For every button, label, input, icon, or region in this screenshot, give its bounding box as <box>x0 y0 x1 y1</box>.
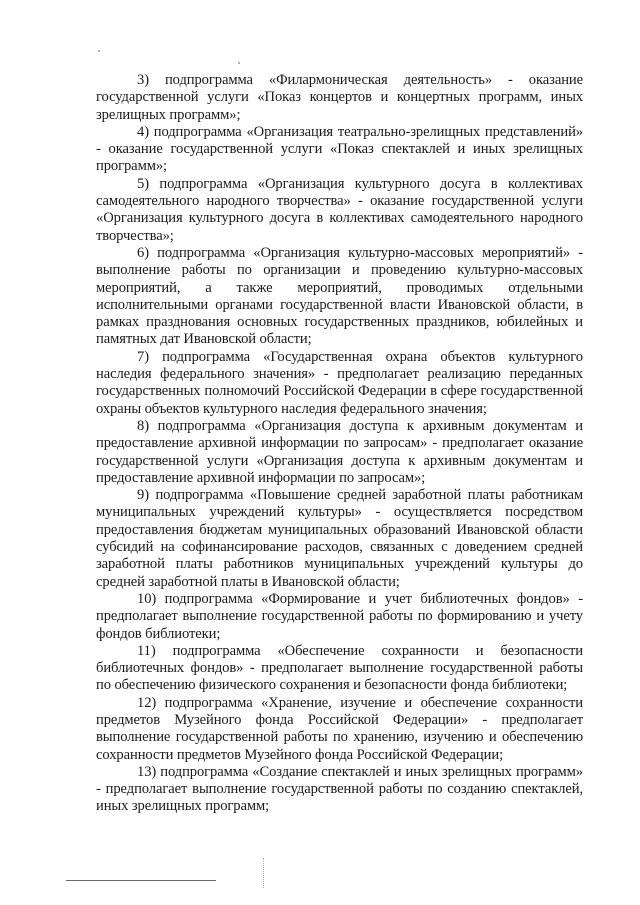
paragraph-subprogram-4: 4) подпрограмма «Организация театрально-зрелищных представлений» - оказание государственной услуги «Показ спектаклей и иных зрелищных программ»; <box>96 123 583 175</box>
paragraph-subprogram-6: 6) подпрограмма «Организация культурно-массовых мероприятий» - выполнение работы по организации и проведению культурно-массовых мероприятий, а также мероприятий, проводимых отдельными исполнительными органами государственной власти Ивановской области, в рамках празднования основных государственных праздников, юбилейных и памятных дат Ивановской области; <box>96 244 583 348</box>
paragraph-subprogram-10: 10) подпрограмма «Формирование и учет библиотечных фондов» - предполагает выполнение государственной работы по формированию и учету фондов библиотеки; <box>96 590 583 642</box>
scan-artifact-dot <box>98 50 100 52</box>
paragraph-subprogram-11: 11) подпрограмма «Обеспечение сохранности и безопасности библиотечных фондов» - предполагает выполнение государственной работы по обеспечению физического сохранения и безопасности фонда библиотеки; <box>96 642 583 694</box>
scan-artifact-line <box>66 880 216 881</box>
scan-artifact-dot <box>238 62 240 64</box>
paragraph-subprogram-7: 7) подпрограмма «Государственная охрана объектов культурного наследия федерального значения» - предполагает реализацию переданных государственных полномочий Российской Федерации в сфере государственной охраны объектов культурного наследия федерального значения; <box>96 348 583 417</box>
document-body <box>96 72 583 816</box>
scan-artifact-mark <box>263 858 266 888</box>
paragraph-subprogram-8: 8) подпрограмма «Организация доступа к архивным документам и предоставление архивной информации по запросам» - предполагает оказание государственной услуги «Организация доступа к архивным документам и предоставление архивной информации по запросам»; <box>96 417 583 486</box>
paragraph-subprogram-5: 5) подпрограмма «Организация культурного досуга в коллективах самодеятельного народного творчества» - оказание государственной услуги «Организация культурного досуга в коллективах самодеятельного народного творчества»; <box>96 175 583 244</box>
paragraph-subprogram-9: 9) подпрограмма «Повышение средней заработной платы работникам муниципальных учреждений культуры» - осуществляется посредством предоставления бюджетам муниципальных образований Ивановской области субсидий на софинансирование расходов, связанных с доведением средней заработной платы работников муниципальных учреждений культуры до средней заработной платы в Ивановской области; <box>96 487 583 590</box>
paragraph-subprogram-12: 12) подпрограмма «Хранение, изучение и обеспечение сохранности предметов Музейного фонда Российской Федерации» - предполагает выполнение государственной работы по хранению, изучению и обеспечению сохранности предметов Музейного фонда Российской Федерации; <box>96 694 583 763</box>
paragraph-subprogram-3: 3) подпрограмма «Филармоническая деятельность» - оказание государственной услуги «Показ концертов и концертных программ, иных зрелищных программ»; <box>96 72 583 123</box>
paragraph-subprogram-13: 13) подпрограмма «Создание спектаклей и иных зрелищных программ» - предполагает выполнение государственной работы по созданию спектаклей, иных зрелищных программ; <box>96 763 583 815</box>
